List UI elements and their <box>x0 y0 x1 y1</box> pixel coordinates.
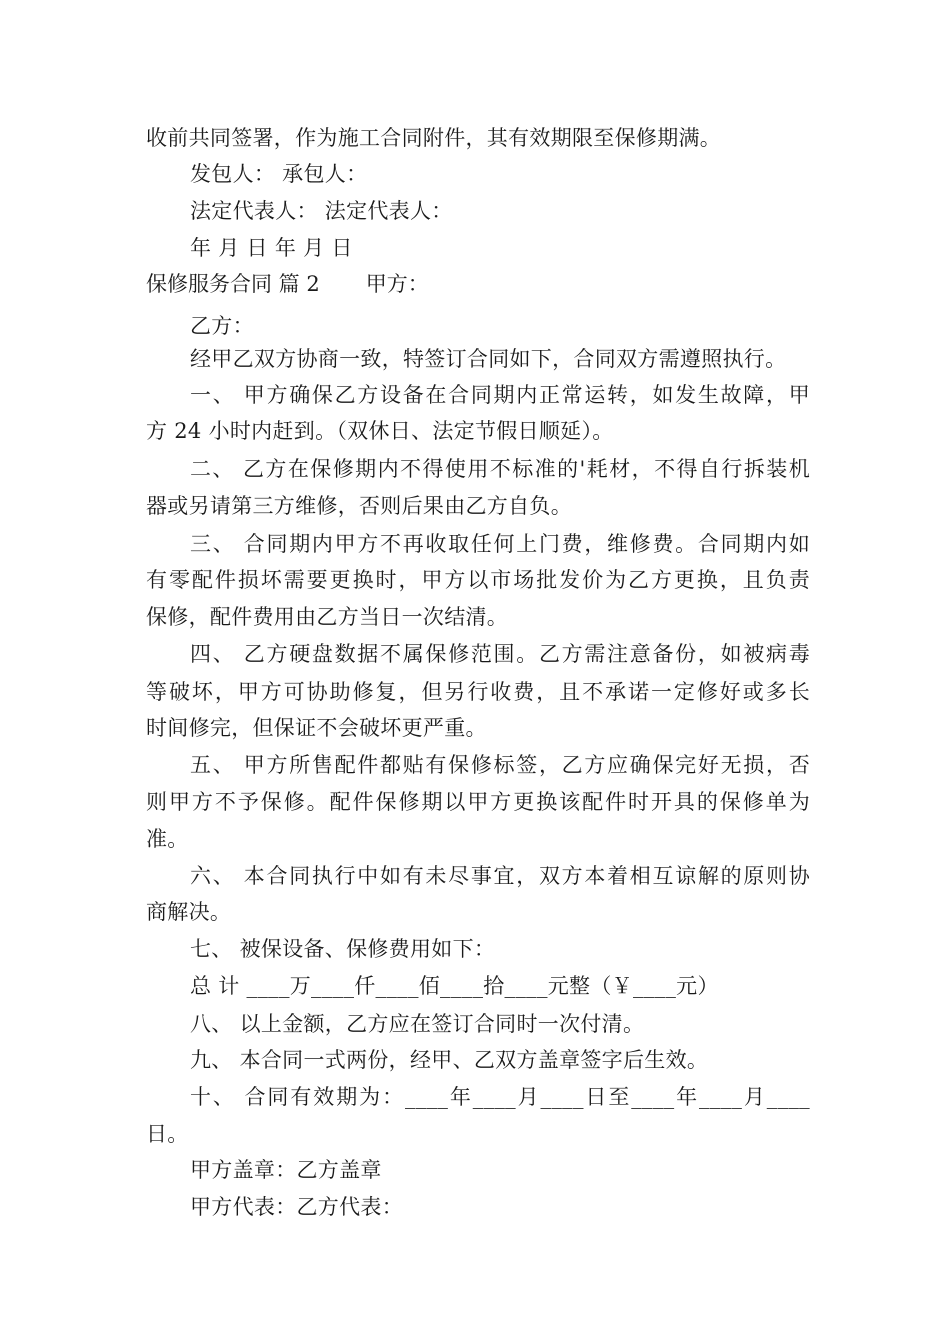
signature-line-dates: 年 月 日 年 月 日 <box>190 236 353 260</box>
seal-line: 甲方盖章：乙方盖章 <box>190 1158 382 1182</box>
clause-4-line-1: 四、 乙方硬盘数据不属保修范围。乙方需注意备份，如被病毒 <box>190 642 810 666</box>
clause-2-line-2: 器或另请第三方维修，否则后果由乙方自负。 <box>146 494 572 518</box>
clause-4-line-2: 等破坏，甲方可协助修复，但另行收费，且不承诺一定修好或多长 <box>146 680 810 704</box>
signature-line-parties: 发包人： 承包人： <box>190 162 368 186</box>
clause-3-line-3: 保修，配件费用由乙方当日一次结清。 <box>146 605 509 629</box>
clause-5-line-2: 则甲方不予保修。配件保修期以甲方更换该配件时开具的保修单为 <box>146 790 810 814</box>
clause-7: 七、 被保设备、保修费用如下： <box>190 937 496 961</box>
clause-1-line-2: 方 24 小时内赶到。（双休日、法定节假日顺延）。 <box>146 419 614 443</box>
section-title: 保修服务合同 篇 2 <box>146 272 320 296</box>
clause-6-line-2: 商解决。 <box>146 900 232 924</box>
party-b-label: 乙方： <box>190 314 254 338</box>
clause-8: 八、 以上金额，乙方应在签订合同时一次付清。 <box>190 1012 645 1036</box>
section-heading <box>146 270 810 298</box>
clause-3-line-2: 有零配件损坏需要更换时，甲方以市场批发价为乙方更换，且负责 <box>146 568 810 592</box>
paragraph-line: 收前共同签署，作为施工合同附件，其有效期限至保修期满。 <box>146 126 722 150</box>
clause-1-line-1: 一、 甲方确保乙方设备在合同期内正常运转，如发生故障，甲 <box>190 383 810 407</box>
party-a-label: 甲方： <box>365 272 429 296</box>
clause-9: 九、 本合同一式两份，经甲、乙双方盖章签字后生效。 <box>190 1048 709 1072</box>
clause-2-line-1: 二、 乙方在保修期内不得使用不标准的'耗材，不得自行拆装机 <box>190 457 810 481</box>
fee-total-line: 总 计 ____万____仟____佰____拾____元整（￥____元） <box>190 974 719 998</box>
paragraph-intro: 经甲乙双方协商一致，特签订合同如下，合同双方需遵照执行。 <box>190 347 787 371</box>
clause-10-line-1: 十、 合同有效期为：____年____月____日至____年____月____ <box>190 1085 810 1109</box>
clause-5-line-1: 五、 甲方所售配件都贴有保修标签，乙方应确保完好无损，否 <box>190 753 810 777</box>
clause-5-line-3: 准。 <box>146 827 189 851</box>
clause-10-line-2: 日。 <box>146 1122 189 1146</box>
clause-6-line-1: 六、 本合同执行中如有未尽事宜，双方本着相互谅解的原则协 <box>190 864 810 888</box>
clause-3-line-1: 三、 合同期内甲方不再收取任何上门费，维修费。合同期内如 <box>190 532 810 556</box>
clause-4-line-3: 时间修完，但保证不会破坏更严重。 <box>146 716 487 740</box>
representative-line: 甲方代表：乙方代表： <box>190 1195 403 1219</box>
signature-line-representatives: 法定代表人： 法定代表人： <box>190 199 453 223</box>
